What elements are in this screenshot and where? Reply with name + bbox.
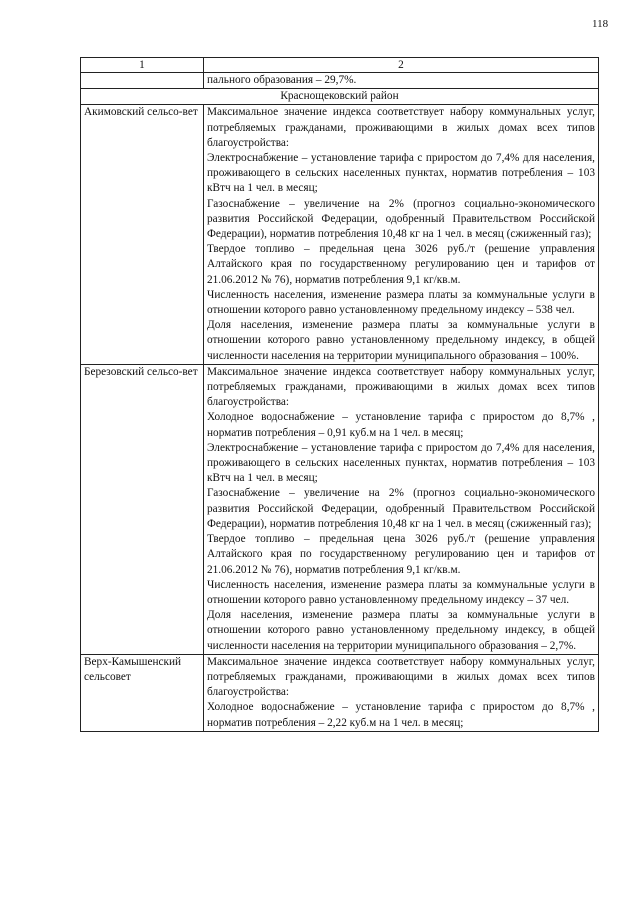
indicator-paragraph: Холодное водоснабжение – установление тарифа с приростом до 8,7% , норматив потребления – 0,91 куб.м на 1 чел. в месяц; [207,411,595,439]
municipality-name: Верх-Камышенский сельсовет [81,654,204,731]
table-row [81,364,599,654]
municipality-name: Акимовский сельсо-вет [81,105,204,364]
indicator-paragraph: Электроснабжение – установление тарифа с приростом до 7,4% для населения, проживающего в сельских населенных пунктах, норматив потребления – 103 кВтч на 1 чел. в месяц; [207,441,595,485]
indicator-paragraph: Газоснабжение – увеличение на 2% (прогноз социально-экономического развития Российской Федерации, одобренный Правительством Российской Федерации), норматив потребления 10,48 кг на 1 чел. в месяц (сжиженный газ); [207,197,595,241]
indicator-cell [204,105,599,364]
column-header-2: 2 [204,58,599,73]
continuation-text: пального образования – 29,7%. [204,73,599,89]
region-heading-row [81,89,599,105]
indicator-paragraph: Численность населения, изменение размера платы за коммунальные услуги в отношении которого равно установленному предельному индексу – 37 чел. [207,578,595,606]
table-header-row [81,58,599,73]
table-row [81,654,599,731]
indicator-paragraph: Твердое топливо – предельная цена 3026 руб./т (решение управления Алтайского края по государственному регулированию цен и тарифов от 21.06.2012 № 76), норматив потребления 9,1 кг/кв.м. [207,533,595,576]
indicator-paragraph: Твердое топливо – предельная цена 3026 руб./т (решение управления Алтайского края по государственному регулированию цен и тарифов от 21.06.2012 № 76), норматив потребления 9,1 кг/кв.м. [207,243,595,286]
table-row [81,105,599,364]
municipality-name: Березовский сельсо-вет [81,364,204,654]
tariff-table [80,57,599,732]
indicator-paragraph: Максимальное значение индекса соответствует набору коммунальных услуг, потребляемых гражданами, проживающими в жилых домах всех типов благоустройства: [207,106,595,149]
indicator-paragraph: Максимальное значение индекса соответствует набору коммунальных услуг, потребляемых гражданами, проживающими в жилых домах всех типов благоустройства: [207,365,595,409]
indicator-paragraph: Доля населения, изменение размера платы за коммунальные услуги в отношении которого равно установленному предельному индексу, в общей численности населения на территории муниципального образования – 100%. [207,319,595,362]
continuation-row [81,73,599,89]
page-number: 118 [592,18,609,30]
continuation-empty-cell [81,73,204,89]
indicator-cell [204,364,599,654]
indicator-cell [204,654,599,731]
indicator-paragraph: Максимальное значение индекса соответствует набору коммунальных услуг, потребляемых гражданами, проживающими в жилых домах всех типов благоустройства: [207,655,595,699]
column-header-1: 1 [81,58,204,73]
region-title: Краснощековский район [81,89,599,105]
indicator-paragraph: Газоснабжение – увеличение на 2% (прогноз социально-экономического развития Российской Федерации, одобренный Правительством Российской Федерации), норматив потребления 10,48 кг на 1 чел. в месяц (сжиженный газ); [207,487,595,530]
indicator-paragraph: Холодное водоснабжение – установление тарифа с приростом до 8,7% , норматив потребления – 2,22 куб.м на 1 чел. в месяц; [207,701,595,729]
indicator-paragraph: Доля населения, изменение размера платы за коммунальные услуги в отношении которого равно установленному предельному индексу, в общей численности населения на территории муниципального образования – 2,7%. [207,609,595,652]
indicator-paragraph: Численность населения, изменение размера платы за коммунальные услуги в отношении которого равно установленному предельному индексу – 538 чел. [207,288,595,317]
indicator-paragraph: Электроснабжение – установление тарифа с приростом до 7,4% для населения, проживающего в сельских населенных пунктах, норматив потребления – 103 кВтч на 1 чел. в месяц; [207,152,595,195]
